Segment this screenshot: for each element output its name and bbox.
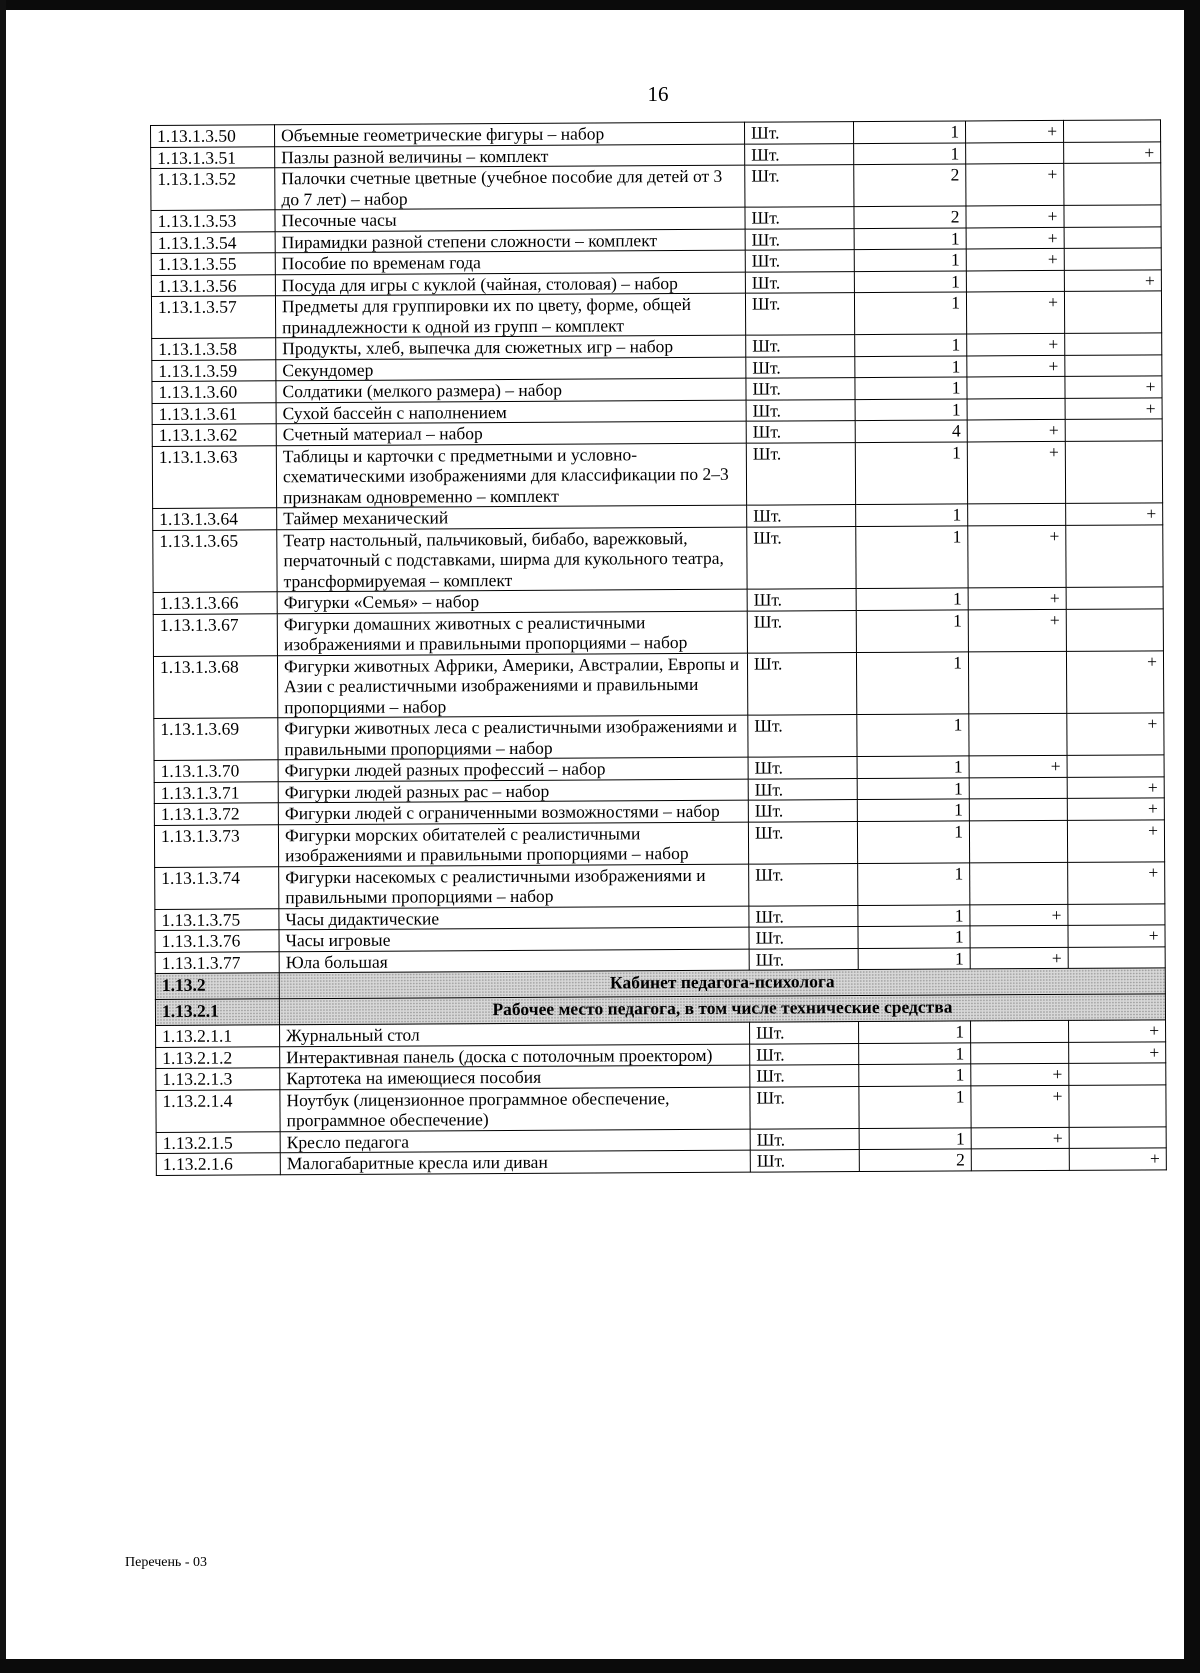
unit: Шт. xyxy=(747,505,856,527)
mark-column-2 xyxy=(1064,205,1161,227)
mark-column-1: + xyxy=(967,441,1065,504)
mark-column-2: + xyxy=(1069,1148,1166,1170)
table-body-workplace xyxy=(156,1020,1167,1175)
quantity: 1 xyxy=(858,862,970,905)
item-number: 1.13.2.1.5 xyxy=(156,1131,280,1153)
item-number: 1.13.1.3.76 xyxy=(155,930,279,952)
mark-column-2: + xyxy=(1066,650,1163,713)
mark-column-1: + xyxy=(966,205,1064,227)
item-name: Юла большая xyxy=(279,949,749,973)
mark-column-1: + xyxy=(969,755,1067,777)
mark-column-2 xyxy=(1063,120,1160,142)
quantity: 1 xyxy=(859,1021,971,1043)
mark-column-2 xyxy=(1065,354,1162,376)
unit: Шт. xyxy=(749,948,858,970)
quantity: 1 xyxy=(856,651,968,714)
mark-column-1: + xyxy=(970,947,1068,969)
item-number: 1.13.1.3.55 xyxy=(151,253,275,275)
item-name: Интерактивная панель (доска с потолочным проектором) xyxy=(280,1044,750,1068)
quantity: 1 xyxy=(859,1127,971,1149)
unit: Шт. xyxy=(744,122,853,144)
mark-column-2: + xyxy=(1069,1020,1166,1042)
unit: Шт. xyxy=(748,821,857,864)
item-number: 1.13.1.3.77 xyxy=(155,951,279,973)
item-number: 1.13.1.3.51 xyxy=(151,146,275,168)
quantity: 1 xyxy=(853,121,965,143)
footer-label: Перечень - 03 xyxy=(125,1555,207,1570)
mark-column-1 xyxy=(969,798,1067,820)
quantity: 1 xyxy=(856,525,968,588)
mark-column-2 xyxy=(1064,163,1161,206)
item-name: Сухой бассейн с наполнением xyxy=(276,400,746,424)
item-number: 1.13.1.3.72 xyxy=(154,803,278,825)
mark-column-1: + xyxy=(970,904,1068,926)
mark-column-2: + xyxy=(1067,713,1164,756)
page-number: 16 xyxy=(647,82,669,106)
item-number: 1.13.2.1.1 xyxy=(156,1025,280,1047)
mark-column-1: + xyxy=(966,163,1064,206)
item-number: 1.13.2.1.6 xyxy=(156,1153,280,1175)
quantity: 1 xyxy=(858,904,970,926)
quantity: 1 xyxy=(859,1064,971,1086)
mark-column-2 xyxy=(1066,608,1163,651)
scan-edge-top xyxy=(0,0,1200,10)
mark-column-2 xyxy=(1066,587,1163,609)
item-number: 1.13.1.3.62 xyxy=(152,424,276,446)
quantity: 1 xyxy=(857,777,969,799)
quantity: 1 xyxy=(855,334,967,356)
item-name: Фигурки животных леса с реалистичными изображениями и правильными пропорциями – набор xyxy=(278,715,748,760)
table-row xyxy=(155,861,1165,909)
quantity: 1 xyxy=(854,227,966,249)
unit: Шт. xyxy=(747,526,856,589)
item-number: 1.13.1.3.53 xyxy=(151,210,275,232)
unit: Шт. xyxy=(749,927,858,949)
mark-column-1: + xyxy=(971,1063,1069,1085)
item-name: Фигурки «Семья» – набор xyxy=(277,589,747,613)
quantity: 1 xyxy=(855,441,967,504)
mark-column-1: + xyxy=(971,1127,1069,1149)
quantity: 1 xyxy=(855,355,967,377)
item-number: 1.13.1.3.65 xyxy=(153,529,277,592)
quantity: 1 xyxy=(859,1085,971,1128)
unit: Шт. xyxy=(750,1150,859,1172)
quantity: 2 xyxy=(854,164,966,207)
item-name: Фигурки людей разных рас – набор xyxy=(278,779,748,803)
item-number: 1.13.2.1.2 xyxy=(156,1046,280,1068)
section-title: Кабинет педагога-психолога xyxy=(279,968,1165,999)
mark-column-2 xyxy=(1066,524,1163,587)
item-number: 1.13.2.1.3 xyxy=(156,1068,280,1090)
item-name: Театр настольный, пальчиковый, бибабо, варежковый, перчаточный с подставками, ширма для кукольного театра, трансформируемая – комплект xyxy=(277,527,747,592)
mark-column-2: + xyxy=(1066,503,1163,525)
item-number: 1.13.2.1.4 xyxy=(156,1089,280,1132)
item-number: 1.13.1.3.60 xyxy=(152,381,276,403)
quantity: 1 xyxy=(854,142,966,164)
table-row xyxy=(151,163,1161,211)
quantity: 1 xyxy=(858,926,970,948)
item-name: Журнальный стол xyxy=(280,1022,750,1046)
item-name: Фигурки людей с ограниченными возможностями – набор xyxy=(278,800,748,824)
unit: Шт. xyxy=(747,610,856,653)
unit: Шт. xyxy=(745,271,854,293)
mark-column-1: + xyxy=(965,120,1063,142)
mark-column-1 xyxy=(970,862,1068,905)
item-number: 1.13.1.3.63 xyxy=(152,445,276,508)
item-number: 1.13.1.3.61 xyxy=(152,402,276,424)
mark-column-1 xyxy=(966,270,1064,292)
unit: Шт. xyxy=(745,228,854,250)
table-row xyxy=(153,524,1163,592)
mark-column-1: + xyxy=(968,609,1066,652)
unit: Шт. xyxy=(750,1065,859,1087)
scan-edge-right xyxy=(1184,0,1200,1673)
mark-column-1 xyxy=(969,777,1067,799)
item-number: 1.13.1.3.57 xyxy=(151,296,275,339)
mark-column-1: + xyxy=(966,291,1064,334)
quantity: 1 xyxy=(859,1042,971,1064)
unit: Шт. xyxy=(746,442,855,505)
mark-column-1: + xyxy=(968,525,1066,588)
mark-column-2 xyxy=(1069,1084,1166,1127)
item-number: 1.13.1.3.69 xyxy=(154,718,278,761)
item-name: Счетный материал – набор xyxy=(276,421,746,445)
item-number: 1.13.1.3.71 xyxy=(154,781,278,803)
quantity: 1 xyxy=(857,820,969,863)
mark-column-1 xyxy=(967,376,1065,398)
mark-column-2 xyxy=(1064,291,1161,334)
quantity: 1 xyxy=(857,714,969,757)
mark-column-2: + xyxy=(1068,925,1165,947)
table-row xyxy=(154,819,1164,867)
item-name: Малогабаритные кресла или диван xyxy=(280,1150,750,1174)
quantity: 4 xyxy=(855,420,967,442)
mark-column-2 xyxy=(1069,1126,1166,1148)
mark-column-2 xyxy=(1064,226,1161,248)
item-number: 1.13.1.3.56 xyxy=(151,274,275,296)
quantity: 1 xyxy=(857,799,969,821)
mark-column-1: + xyxy=(971,1085,1069,1128)
item-name: Кресло педагога xyxy=(280,1129,750,1153)
mark-column-2: + xyxy=(1065,397,1162,419)
quantity: 1 xyxy=(855,377,967,399)
mark-column-2: + xyxy=(1064,141,1161,163)
item-name: Фигурки людей разных профессий – набор xyxy=(278,757,748,781)
mark-column-2 xyxy=(1064,248,1161,270)
item-number: 1.13.1.3.75 xyxy=(155,908,279,930)
mark-column-2: + xyxy=(1067,798,1164,820)
unit: Шт. xyxy=(750,1043,859,1065)
quantity: 1 xyxy=(856,504,968,526)
mark-column-2: + xyxy=(1068,861,1165,904)
item-number: 1.13.1.3.70 xyxy=(154,760,278,782)
item-name: Продукты, хлеб, выпечка для сюжетных игр – набор xyxy=(276,335,746,359)
equipment-table xyxy=(150,119,1167,1175)
unit: Шт. xyxy=(746,421,855,443)
mark-column-2 xyxy=(1065,440,1162,503)
quantity: 1 xyxy=(855,398,967,420)
item-number: 1.13.1.3.58 xyxy=(152,338,276,360)
item-number: 1.13.1.3.68 xyxy=(153,655,277,718)
unit: Шт. xyxy=(745,293,854,336)
mark-column-2 xyxy=(1068,946,1165,968)
mark-column-1: + xyxy=(968,587,1066,609)
item-number: 1.13.1.3.50 xyxy=(151,125,275,147)
quantity: 1 xyxy=(856,588,968,610)
item-number: 1.13.1.3.64 xyxy=(153,508,277,530)
item-number: 1.13.1.3.59 xyxy=(152,359,276,381)
unit: Шт. xyxy=(745,143,854,165)
item-name: Пазлы разной величины – комплект xyxy=(275,144,745,168)
mark-column-2: + xyxy=(1067,819,1164,862)
table-body-items xyxy=(151,120,1166,974)
table-row xyxy=(153,608,1163,656)
item-name: Таймер механический xyxy=(277,505,747,529)
mark-column-1: + xyxy=(966,227,1064,249)
unit: Шт. xyxy=(747,652,856,715)
item-number: 1.13.1.3.66 xyxy=(153,592,277,614)
unit: Шт. xyxy=(746,378,855,400)
quantity: 1 xyxy=(854,249,966,271)
item-name: Часы дидактические xyxy=(279,906,749,930)
item-name: Посуда для игры с куклой (чайная, столовая) – набор xyxy=(275,272,745,296)
unit: Шт. xyxy=(746,399,855,421)
unit: Шт. xyxy=(748,757,857,779)
table-row xyxy=(151,291,1161,339)
mark-column-2 xyxy=(1065,333,1162,355)
mark-column-1 xyxy=(968,503,1066,525)
mark-column-2 xyxy=(1068,903,1165,925)
subsection-number: 1.13.2.1 xyxy=(155,999,279,1026)
unit: Шт. xyxy=(750,1086,859,1129)
mark-column-1 xyxy=(971,1042,1069,1064)
mark-column-1: + xyxy=(967,355,1065,377)
mark-column-1 xyxy=(969,713,1067,756)
mark-column-1 xyxy=(968,651,1066,714)
quantity: 1 xyxy=(854,292,966,335)
mark-column-1 xyxy=(971,1148,1069,1170)
item-name: Часы игровые xyxy=(279,927,749,951)
item-name: Объемные геометрические фигуры – набор xyxy=(275,122,745,146)
item-number: 1.13.1.3.52 xyxy=(151,168,275,211)
scan-edge-left xyxy=(0,0,6,1673)
table-row xyxy=(156,1084,1166,1132)
mark-column-1: + xyxy=(967,333,1065,355)
quantity: 1 xyxy=(858,947,970,969)
scan-edge-bottom xyxy=(0,1659,1200,1673)
item-name: Таблицы и карточки с предметными и условно-схематическими изображениями для классификации по 2–3 признакам одновременно – комплект xyxy=(276,443,746,508)
item-name: Пособие по временам года xyxy=(275,250,745,274)
mark-column-1: + xyxy=(967,419,1065,441)
mark-column-2 xyxy=(1065,419,1162,441)
subsection-title: Рабочее место педагога, в том числе технические средства xyxy=(279,994,1165,1025)
mark-column-1 xyxy=(970,925,1068,947)
quantity: 2 xyxy=(859,1149,971,1171)
mark-column-2: + xyxy=(1069,1041,1166,1063)
mark-column-2: + xyxy=(1065,376,1162,398)
item-name: Фигурки животных Африки, Америки, Австралии, Европы и Азии с реалистичными изображениями и правильными пропорциями – набор xyxy=(277,653,747,718)
quantity: 2 xyxy=(854,206,966,228)
item-number: 1.13.1.3.67 xyxy=(153,613,277,656)
mark-column-1 xyxy=(969,820,1067,863)
item-name: Песочные часы xyxy=(275,207,745,231)
table-row xyxy=(154,713,1164,761)
item-name: Фигурки домашних животных с реалистичными изображениями и правильными пропорциями – набор xyxy=(277,611,747,656)
item-number: 1.13.1.3.73 xyxy=(154,824,278,867)
unit: Шт. xyxy=(746,356,855,378)
section-number: 1.13.2 xyxy=(155,973,279,1000)
quantity: 1 xyxy=(857,756,969,778)
mark-column-2 xyxy=(1067,755,1164,777)
unit: Шт. xyxy=(745,165,854,208)
item-name: Солдатики (мелкого размера) – набор xyxy=(276,378,746,402)
unit: Шт. xyxy=(745,207,854,229)
quantity: 1 xyxy=(854,270,966,292)
unit: Шт. xyxy=(750,1022,859,1044)
item-name: Предметы для группировки их по цвету, форме, общей принадлежности к одной из групп – комплект xyxy=(275,293,745,338)
item-name: Пирамидки разной степени сложности – комплект xyxy=(275,229,745,253)
table-row xyxy=(152,440,1162,508)
unit: Шт. xyxy=(749,863,858,906)
quantity: 1 xyxy=(856,609,968,652)
mark-column-1 xyxy=(966,142,1064,164)
item-name: Ноутбук (лицензионное программное обеспечение, программное обеспечение) xyxy=(280,1087,750,1132)
mark-column-1: + xyxy=(966,248,1064,270)
item-name: Картотека на имеющиеся пособия xyxy=(280,1065,750,1089)
unit: Шт. xyxy=(748,715,857,758)
item-number: 1.13.1.3.74 xyxy=(155,866,279,909)
unit: Шт. xyxy=(745,250,854,272)
mark-column-1 xyxy=(971,1020,1069,1042)
unit: Шт. xyxy=(749,905,858,927)
mark-column-2: + xyxy=(1067,776,1164,798)
mark-column-2 xyxy=(1069,1063,1166,1085)
item-name: Секундомер xyxy=(276,357,746,381)
item-name: Фигурки насекомых с реалистичными изображениями и правильными пропорциями – набор xyxy=(279,864,749,909)
mark-column-1 xyxy=(967,398,1065,420)
mark-column-2: + xyxy=(1064,269,1161,291)
unit: Шт. xyxy=(748,778,857,800)
unit: Шт. xyxy=(748,800,857,822)
table-row xyxy=(153,650,1163,718)
item-name: Фигурки морских обитателей с реалистичными изображениями и правильными пропорциями – набор xyxy=(278,822,748,867)
item-name: Палочки счетные цветные (учебное пособие для детей от 3 до 7 лет) – набор xyxy=(275,165,745,210)
unit: Шт. xyxy=(746,335,855,357)
item-number: 1.13.1.3.54 xyxy=(151,231,275,253)
unit: Шт. xyxy=(747,589,856,611)
table-body-sections xyxy=(155,968,1165,1026)
unit: Шт. xyxy=(750,1128,859,1150)
